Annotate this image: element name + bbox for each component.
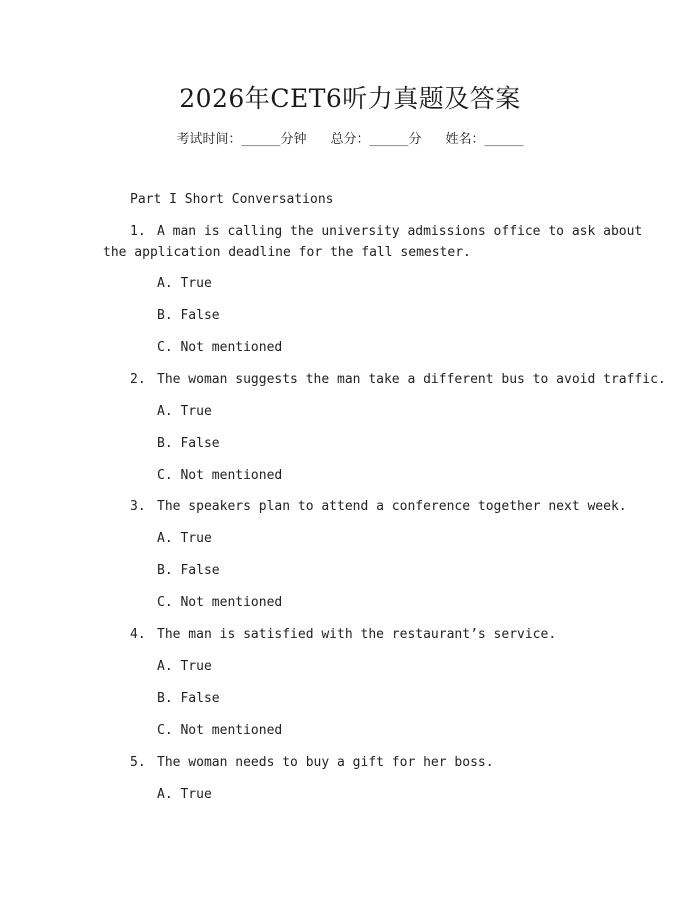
answer-option: B. False xyxy=(157,308,220,323)
name-field: 姓名：______ xyxy=(445,132,524,147)
answer-option: A. True xyxy=(157,404,212,419)
question-text: The woman suggests the man take a different bus to avoid traffic. xyxy=(157,372,666,387)
question-number: 1. xyxy=(130,224,146,239)
page-title: 2026年CET6听力真题及答案 xyxy=(179,84,521,113)
question-number: 2. xyxy=(130,372,146,387)
question-text: The woman needs to buy a gift for her boss. xyxy=(157,755,494,770)
answer-option: A. True xyxy=(157,787,212,802)
answer-option: A. True xyxy=(157,531,212,546)
answer-option: C. Not mentioned xyxy=(157,468,283,483)
question-text: A man is calling the university admissions office to ask about xyxy=(157,224,643,239)
exam-time-field: 考试时间：______分钟 xyxy=(176,132,307,147)
total-score-field: 总分：______分 xyxy=(330,132,422,147)
question-number: 3. xyxy=(130,499,146,514)
answer-option: A. True xyxy=(157,276,212,291)
answer-option: A. True xyxy=(157,659,212,674)
answer-option: B. False xyxy=(157,691,220,706)
part-heading: Part I Short Conversations xyxy=(130,192,334,207)
question-text: The speakers plan to attend a conference together next week. xyxy=(157,499,627,514)
answer-option: C. Not mentioned xyxy=(157,723,283,738)
answer-option: C. Not mentioned xyxy=(157,595,283,610)
exam-meta-line xyxy=(0,130,700,150)
question-text: The man is satisfied with the restaurant’s service. xyxy=(157,627,557,642)
question-number: 4. xyxy=(130,627,146,642)
question-text-continued: the application deadline for the fall semester. xyxy=(103,245,471,260)
answer-option: B. False xyxy=(157,436,220,451)
answer-option: B. False xyxy=(157,563,220,578)
answer-option: C. Not mentioned xyxy=(157,340,283,355)
question-number: 5. xyxy=(130,755,146,770)
